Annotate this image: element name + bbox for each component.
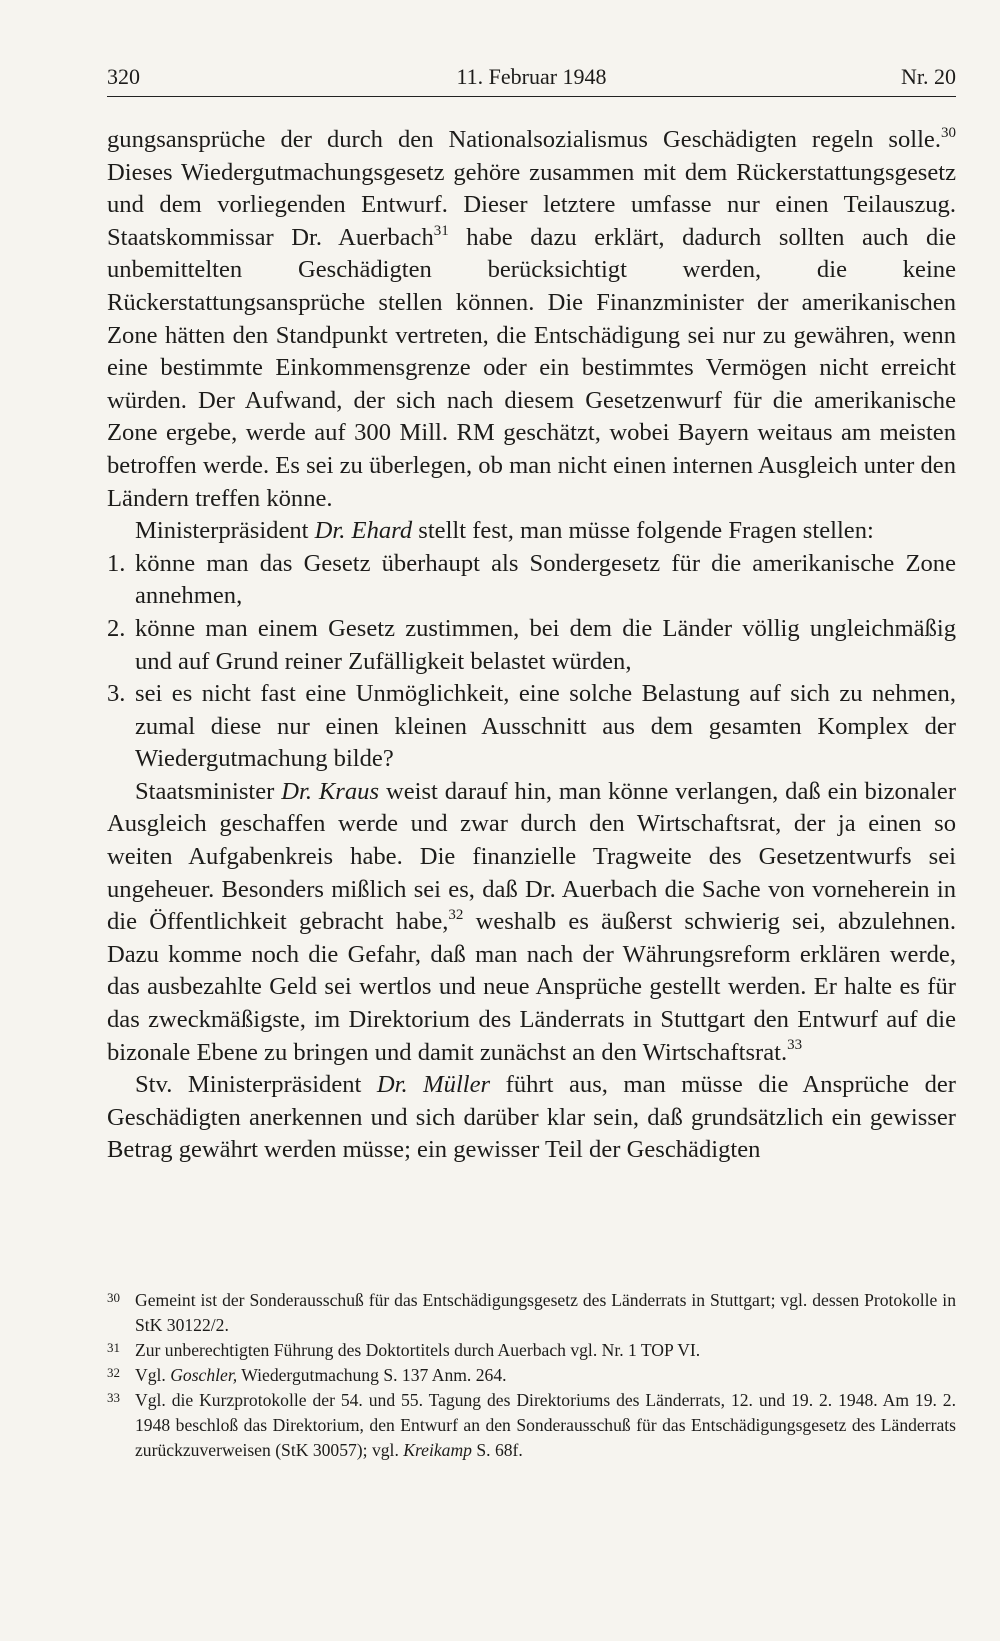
footnote-number: 31 — [107, 1340, 120, 1355]
speaker-name: Dr. Müller — [376, 1071, 491, 1099]
footnote-ref-31: 31 — [433, 222, 449, 239]
text-run: Dieses Wiedergutmachungsgesetz gehöre zusammen mit dem Rückerstattungsgesetz und dem vorliegenden Entwurf. Dieser letztere umfasse nur einen Teilauszug. Staatskommissar Dr. Auerbach — [107, 158, 956, 251]
footnote-text: Zur unberechtigten Führung des Doktortitels durch Auerbach vgl. Nr. 1 TOP VI. — [135, 1340, 701, 1360]
paragraph-1 — [107, 124, 956, 515]
footnote-text — [135, 1388, 956, 1463]
list-item — [107, 613, 956, 678]
list-item — [107, 548, 956, 613]
text-run: stellt fest, man müsse folgende Fragen stellen: — [412, 517, 874, 545]
text-run: Wiedergutmachung S. 137 Anm. 264. — [237, 1365, 507, 1385]
footnote-30 — [107, 1288, 956, 1338]
text-run: S. 68f. — [471, 1440, 523, 1460]
list-text: könne man das Gesetz überhaupt als Sondergesetz für die amerikanische Zone annehmen, — [135, 549, 956, 610]
cited-author: Kreikamp — [403, 1440, 472, 1460]
footnote-number: 33 — [107, 1390, 120, 1405]
header-date: 11. Februar 1948 — [456, 64, 607, 89]
footnote-text — [135, 1363, 956, 1388]
body-text — [107, 124, 956, 1167]
document-number: Nr. 20 — [901, 64, 956, 89]
text-run: gungsansprüche der durch den Nationalsozialismus Geschädigten regeln solle. — [107, 126, 941, 153]
paragraph-4 — [107, 1069, 956, 1167]
footnote-number: 30 — [107, 1290, 120, 1305]
list-text: könne man einem Gesetz zustimmen, bei dem die Länder völlig ungleichmäßig und auf Grund reiner Zufälligkeit belastet würden, — [135, 614, 956, 675]
paragraph-3 — [107, 776, 956, 1069]
text-run: weshalb es äußerst schwierig sei, abzulehnen. Dazu komme noch die Gefahr, daß man nach der Währungsreform erklären werde, das ausbezahlte Geld sei wertlos und neue Ansprüche gestellt werden. Er halte es für das zweckmäßigste, im Direktorium des Länderrats in Stuttgart den Entwurf auf die bizonale Ebene zu bringen und damit zunächst an den Wirtschaftsrat. — [107, 908, 956, 1066]
list-number: 3. — [107, 680, 126, 708]
text-run: Stv. Ministerpräsident — [135, 1071, 377, 1099]
footnotes — [107, 1288, 956, 1463]
speaker-name: Dr. Ehard — [314, 517, 413, 545]
footnote-ref-32: 32 — [448, 907, 464, 924]
footnote-text: Gemeint ist der Sonderausschuß für das Entschädigungsgesetz des Länderrats in Stuttgart; vgl. dessen Protokolle in StK 30122/2. — [135, 1290, 956, 1335]
list-number: 2. — [107, 614, 126, 642]
list-number: 1. — [107, 549, 126, 577]
running-header — [107, 60, 956, 97]
text-run: Vgl. — [135, 1365, 171, 1385]
text-run: Vgl. die Kurzprotokolle der 54. und 55. Tagung des Direktoriums des Länderrats, 12. und 19. 2. 1948. Am 19. 2. 1948 beschloß das Direktorium, den Entwurf an den Sonderausschuß für das Entschädigungsgesetz des Länderrats zurückzuverweisen (StK 30057); vgl. — [135, 1390, 956, 1460]
footnote-33 — [107, 1388, 956, 1463]
text-run: weist darauf hin, man könne verlangen, daß ein bizonaler Ausgleich geschaffen werde und zwar durch den Wirtschaftsrat, der ja einen so weiten Aufgabenkreis habe. Die finanzielle Tragweite des Gesetzentwurfs sei ungeheuer. Besonders mißlich sei es, daß Dr. Auerbach die Sache von vorneherein in die Öffentlichkeit gebracht habe, — [107, 777, 957, 936]
paragraph-2 — [107, 515, 956, 548]
speaker-name: Dr. Kraus — [281, 777, 380, 805]
footnote-number: 32 — [107, 1365, 120, 1380]
footnote-ref-33: 33 — [787, 1037, 803, 1054]
list-text: sei es nicht fast eine Unmöglichkeit, eine solche Belastung auf sich zu nehmen, zumal diese nur einen kleinen Ausschnitt aus dem gesamten Komplex der Wiedergutmachung bilde? — [135, 680, 956, 773]
page-number: 320 — [107, 64, 140, 89]
footnote-32 — [107, 1363, 956, 1388]
footnote-31 — [107, 1338, 956, 1363]
cited-author: Goschler, — [170, 1365, 238, 1385]
text-run: habe dazu erklärt, dadurch sollten auch die unbemittelten Geschädigten berücksichtigt werden, die keine Rückerstattungsansprüche stellen können. Die Finanzminister der amerikanischen Zone hätten den Standpunkt vertreten, die Entschädigung sei nur zu gewähren, wenn eine bestimmte Einkommensgrenze oder ein bestimmtes Vermögen nicht erreicht würden. Der Aufwand, der sich nach diesem Gesetzenwurf für die amerikanische Zone ergebe, werde auf 300 Mill. RM geschätzt, wobei Bayern weitaus am meisten betroffen werde. Es sei zu überlegen, ob man nicht einen internen Ausgleich unter den Ländern treffen könne. — [107, 223, 956, 512]
text-run: Staatsminister — [135, 777, 282, 805]
text-run: führt aus, man müsse die Ansprüche der Geschädigten anerkennen und sich darüber klar sein, daß grundsätzlich ein gewisser Betrag gewährt werden müsse; ein gewisser Teil der Geschädigten — [107, 1071, 956, 1164]
list-item — [107, 678, 956, 776]
footnote-ref-30: 30 — [941, 124, 956, 141]
text-run: Ministerpräsident — [135, 517, 315, 545]
